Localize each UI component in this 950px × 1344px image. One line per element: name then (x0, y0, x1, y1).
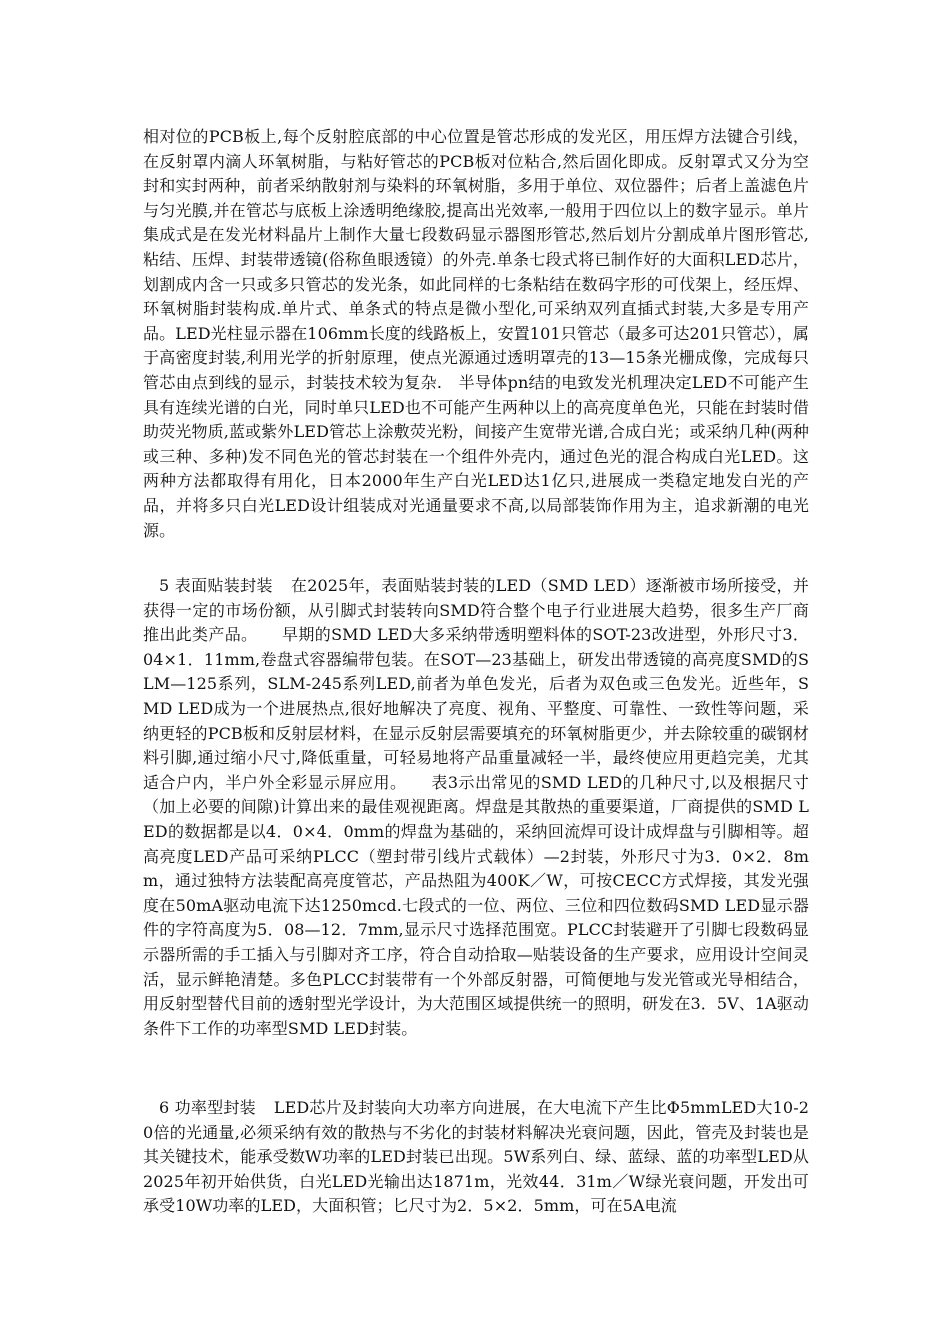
section-body-power: LED芯片及封装向大功率方向进展，在大电流下产生比Φ5mmLED大10-20倍的光通量,必须采纳有效的散热与不劣化的封装材料解决光衰问题，因此，管壳及封装也是其关键技术，能承受数W功率的LED封装已出现。5W系列白、绿、蓝绿、蓝的功率型LED从2025年初开始供货，白光LED光输出达1871m，光效44．31m／W绿光衰问题，开发出可承受10W功率的LED，大面积管；匕尺寸为2．5×2．5mm，可在5A电流 (143, 1098, 809, 1216)
section-heading-power: 6 功率型封装 (159, 1098, 256, 1117)
paragraph-led-display-packaging: 相对位的PCB板上,每个反射腔底部的中心位置是管芯形成的发光区，用压焊方法键合引线，在反射罩内滴人环氧树脂，与粘好管芯的PCB板对位粘合,然后固化即成。反射罩式又分为空封和实封两种，前者采纳散射剂与染料的环氧树脂，多用于单位、双位器件；后者上盖滤色片与匀光膜,并在管芯与底板上涂透明绝缘胶,提高出光效率,一般用于四位以上的数字显示。单片集成式是在发光材料晶片上制作大量七段数码显示器图形管芯,然后划片分割成单片图形管芯,粘结、压焊、封装带透镜(俗称鱼眼透镜）的外壳.单条七段式将已制作好的大面积LED芯片，划割成内含一只或多只管芯的发光条，如此同样的七条粘结在数码字形的可伐架上，经压焊、环氧树脂封装构成.单片式、单条式的特点是微小型化,可采纳双列直插式封装,大多是专用产品。LED光柱显示器在106mm长度的线路板上，安置101只管芯（最多可达201只管芯），属于高密度封装,利用光学的折射原理，使点光源通过透明罩壳的13—15条光栅成像，完成每只管芯由点到线的显示，封装技术较为复杂. 半导体pn结的电致发光机理决定LED不可能产生具有连续光谱的白光，同时单只LED也不可能产生两种以上的高亮度单色光，只能在封装时借助荧光物质,蓝或紫外LED管芯上涂敷荧光粉，间接产生宽带光谱,合成白光；或采纳几种(两种或三种、多种)发不同色光的管芯封装在一个组件外壳内，通过色光的混合构成白光LED。这两种方法都取得有用化，日本2000年生产白光LED达1亿只,进展成一类稳定地发白光的产品，并将多只白光LED设计组装成对光通量要求不高,以局部装饰作用为主，追求新潮的电光源。 (143, 127, 809, 540)
paragraph-power-packaging (143, 1096, 809, 1219)
paragraph-surface-mount-packaging (143, 574, 809, 1041)
section-body-smd: 在2025年，表面贴装封装的LED（SMD LED）逐渐被市场所接受，并获得一定的市场份额，从引脚式封装转向SMD符合整个电子行业进展大趋势，很多生产厂商推出此类产品。 早期的SMD LED大多采纳带透明塑料体的SOT-23改进型，外形尺寸3．04×1．11mm,卷盘式容器编带包装。在SOT—23基础上，研发出带透镜的高亮度SMD的SLM—125系列，SLM-245系列LED,前者为单色发光，后者为双色或三色发光。近些年，SMD LED成为一个进展热点,很好地解决了亮度、视角、平整度、可靠性、一致性等问题，采纳更轻的PCB板和反射层材料，在显示反射层需要填充的环氧树脂更少，并去除较重的碳钢材料引脚,通过缩小尺寸,降低重量，可轻易地将产品重量减轻一半，最终使应用更趋完美，尤其适合户内，半户外全彩显示屏应用。 表3示出常见的SMD LED的几种尺寸,以及根据尺寸（加上必要的间隙)计算出来的最佳观视距离。焊盘是其散热的重要渠道，厂商提供的SMD LED的数据都是以4．0×4．0mm的焊盘为基础的，采纳回流焊可设计成焊盘与引脚相等。超高亮度LED产品可采纳PLCC（塑封带引线片式载体）—2封装，外形尺寸为3．0×2．8mm，通过独特方法装配高亮度管芯，产品热阻为400K／W，可按CECC方式焊接，其发光强度在50mA驱动电流下达1250mcd.七段式的一位、两位、三位和四位数码SMD LED显示器件的字符高度为5．08—12．7mm,显示尺寸选择范围宽。PLCC封装避开了引脚七段数码显示器所需的手工插入与引脚对齐工序，符合自动拾取—贴装设备的生产要求，应用设计空间灵活，显示鲜艳清楚。多色PLCC封装带有一个外部反射器，可简便地与发光管或光导相结合，用反射型替代目前的透射型光学设计，为大范围区域提供统一的照明，研发在3．5V、1A驱动条件下工作的功率型SMD LED封装。 (143, 576, 809, 1038)
section-heading-smd: 5 表面贴装封装 (159, 576, 273, 595)
